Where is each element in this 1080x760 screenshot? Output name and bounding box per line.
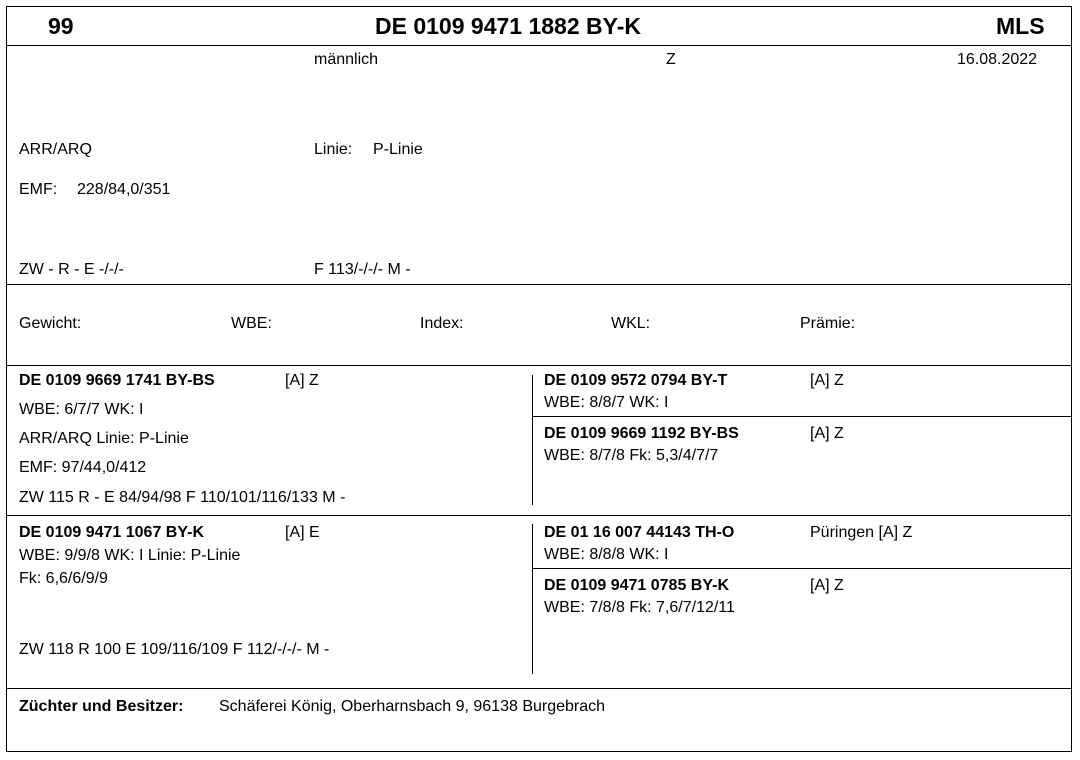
dam-grandparents-divider <box>533 568 1072 569</box>
breeding-value-f: F 113/-/-/- M - <box>314 261 411 278</box>
sire-wbe: WBE: 6/7/7 WK: I <box>19 401 144 418</box>
sire-id: DE 0109 9669 1741 BY-BS <box>19 372 215 389</box>
genotype: ARR/ARQ <box>19 141 92 158</box>
line-value: P-Linie <box>373 141 423 158</box>
breeder-value: Schäferei König, Oberharnsbach 9, 96138 Burgebrach <box>219 698 606 715</box>
sex: männlich <box>314 51 379 68</box>
catalog-number: 99 <box>48 13 74 39</box>
dam-sire-id: DE 01 16 007 44143 TH-O <box>544 524 735 541</box>
dam-sire-tag: Püringen [A] Z <box>810 524 913 541</box>
sire-dam-id: DE 0109 9669 1192 BY-BS <box>544 425 739 442</box>
breeder-divider <box>6 688 1072 689</box>
pedigree-divider <box>6 515 1072 516</box>
sire-sire-tag: [A] Z <box>810 372 844 389</box>
dam-id: DE 0109 9471 1067 BY-K <box>19 524 205 541</box>
praemie-label: Prämie: <box>800 315 856 332</box>
emf-value: 228/84,0/351 <box>77 181 171 198</box>
dam-dam-wbe: WBE: 7/8/8 Fk: 7,6/7/12/11 <box>544 599 735 616</box>
wbe-label: WBE: <box>231 315 272 332</box>
dam-sire-wbe: WBE: 8/8/8 WK: I <box>544 546 669 563</box>
sire-column-divider <box>532 375 533 505</box>
index-label: Index: <box>420 315 464 332</box>
dam-column-divider <box>532 524 533 674</box>
emf-label: EMF: <box>19 181 58 198</box>
line-label: Linie: <box>314 141 353 158</box>
date: 16.08.2022 <box>957 51 1038 68</box>
info-divider <box>6 284 1072 285</box>
sire-dam-wbe: WBE: 8/7/8 Fk: 5,3/4/7/7 <box>544 447 719 464</box>
breed-code: MLS <box>996 13 1045 39</box>
sire-grandparents-divider <box>533 416 1072 417</box>
sire-zw: ZW 115 R - E 84/94/98 F 110/101/116/133 M - <box>19 489 346 506</box>
dam-fk: Fk: 6,6/6/9/9 <box>19 570 108 587</box>
dam-wbe: WBE: 9/9/8 WK: I Linie: P-Linie <box>19 547 241 564</box>
animal-id: DE 0109 9471 1882 BY-K <box>375 13 641 39</box>
weight-label: Gewicht: <box>19 315 82 332</box>
sire-sire-id: DE 0109 9572 0794 BY-T <box>544 372 728 389</box>
dam-dam-tag: [A] Z <box>810 577 844 594</box>
sire-genotype: ARR/ARQ Linie: P-Linie <box>19 430 189 447</box>
wkl-label: WKL: <box>611 315 651 332</box>
evaluation-divider <box>6 365 1072 366</box>
header-divider <box>6 45 1072 46</box>
sire-dam-tag: [A] Z <box>810 425 844 442</box>
dam-dam-id: DE 0109 9471 0785 BY-K <box>544 577 730 594</box>
sire-emf: EMF: 97/44,0/412 <box>19 459 147 476</box>
breeding-value-zw: ZW - R - E -/-/- <box>19 261 124 278</box>
dam-tag: [A] E <box>285 524 320 541</box>
herdbook-status: Z <box>666 51 676 68</box>
sire-sire-wbe: WBE: 8/8/7 WK: I <box>544 394 669 411</box>
breeder-label: Züchter und Besitzer: <box>19 698 184 715</box>
sire-tag: [A] Z <box>285 372 319 389</box>
dam-zw: ZW 118 R 100 E 109/116/109 F 112/-/-/- M - <box>19 641 330 658</box>
